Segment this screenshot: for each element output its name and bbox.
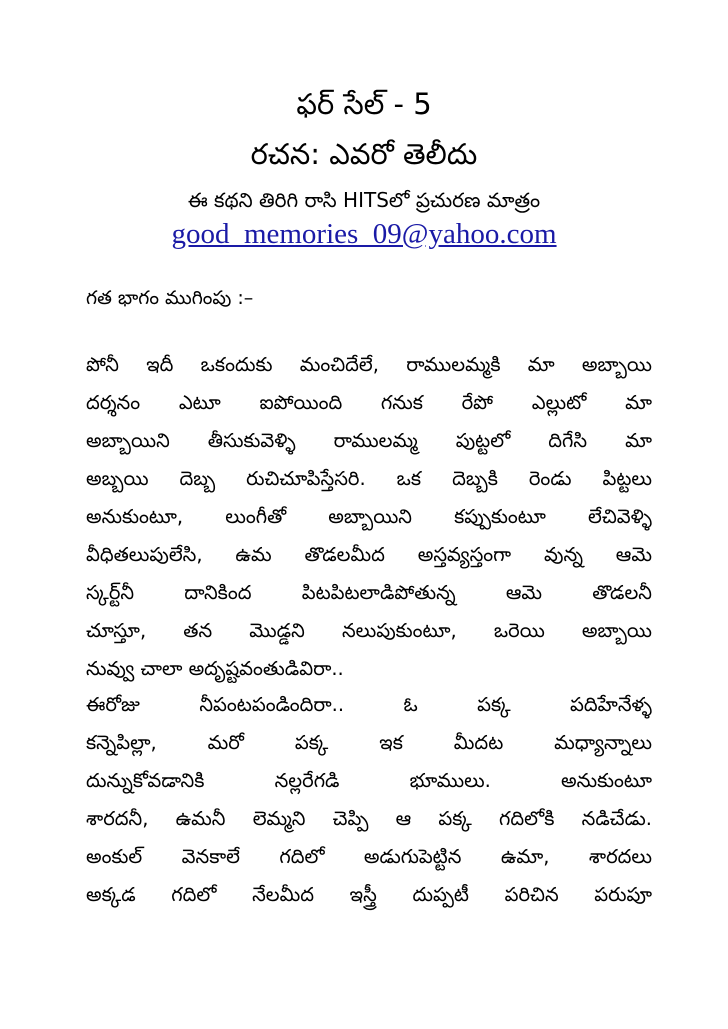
paragraph-line: నువ్వు చాలా అదృష్టవంతుడివిరా.. (86, 657, 344, 680)
paragraph-1 (86, 346, 652, 688)
page-title: ఫర్ సేల్ - 5 (296, 87, 432, 121)
paragraph-line: శారదనీ, ఉమనీ లెమ్మని చెప్పి ఆ పక్క గదిలోకి నడిచేడు. (86, 807, 652, 830)
credit-line: ఈ కథని తిరిగి రాసి HITSలో ప్రచురణ మాత్రం (187, 188, 541, 212)
paragraph-line: వీధితలుపులేసి, ఉమ తొడలమీద అస్తవ్యస్తంగా వున్న ఆమె (86, 543, 652, 566)
paragraph-line: స్కర్ట్‌నీ దానికింద పిటపిటలాడిపోతున్న ఆమె తొడలనీ (86, 581, 652, 604)
paragraph-line: అంకుల్ వెనకాలే గదిలో అడుగుపెట్టిన ఉమా, శారదలు (86, 845, 652, 868)
paragraph-line: దర్శనం ఎటూ ఐపోయింది గనుక రేపో ఎల్లుటో మా (86, 391, 652, 414)
paragraph-line: అబ్బయి దెబ్బ రుచిచూపిస్తేసరి. ఒక దెబ్బకి రెండు పిట్టలు (86, 467, 652, 490)
paragraph-line: అబ్బాయిని తీసుకువెళ్ళి రాములమ్మ పుట్టలో దిగేసి మా (86, 429, 652, 452)
paragraph-line: ఈరోజు నీపంటపండిందిరా.. ఓ పక్క పదిహేనేళ్ళ (86, 693, 652, 716)
paragraph-2 (86, 686, 652, 914)
email-link[interactable]: good_memories_09@yahoo.com (171, 218, 557, 250)
section-heading: గత భాగం ముగింపు :– (86, 287, 254, 309)
paragraph-line: చూస్తూ, తన మొడ్డని నలుపుకుంటూ, ఒరెయి అబ్బాయి (86, 619, 652, 642)
paragraph-line: దున్నుకోవడానికి నల్లరేగడి భూములు. అనుకుంటూ (86, 769, 652, 792)
paragraph-line: అనుకుంటూ, లుంగీతో అబ్బాయిని కప్పుకుంటూ లేచివెళ్ళి (86, 505, 652, 528)
paragraph-line: పోనీ ఇదీ ఒకందుకు మంచిదేలే, రాములమ్మకి మా అబ్బాయి (86, 353, 652, 376)
paragraph-line: అక్కడ గదిలో నేలమీద ఇస్త్రీ దుప్పటీ పరిచిన పరుపూ (86, 883, 652, 906)
paragraph-line: కన్నెపిల్లా, మరో పక్క ఇక మీదట మధ్యాన్నాలు (86, 731, 652, 754)
author-line: రచన: ఎవరో తెలీదు (250, 137, 478, 171)
